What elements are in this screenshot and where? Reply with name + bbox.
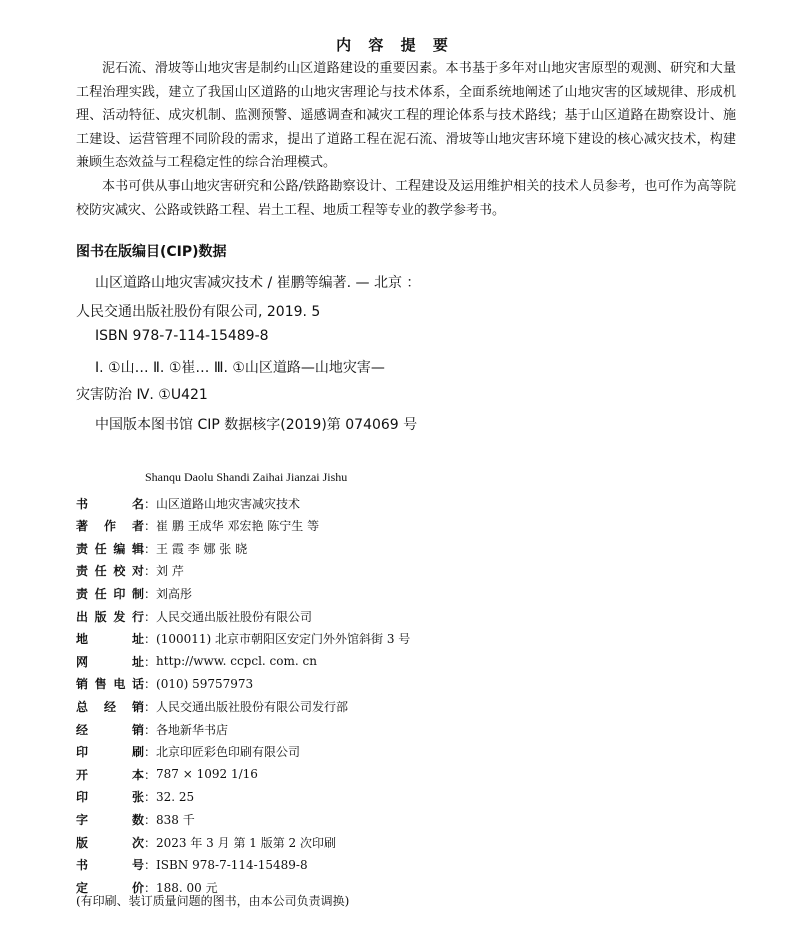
detail-value: 山区道路山地灾害减灾技术 [156,496,301,511]
detail-colon: ： [144,699,157,714]
detail-value: 32. 25 [156,789,195,804]
cip-line-3: ISBN 978-7-114-15489-8 [95,328,269,344]
detail-row [76,560,184,582]
detail-value: http://www. ccpcl. com. cn [156,654,317,669]
quality-note: (有印刷、装订质量问题的图书，由本公司负责调换) [76,894,350,908]
detail-colon: ： [144,586,157,601]
detail-label: 地 址 [76,632,144,647]
detail-row [76,605,312,627]
detail-label: 开 本 [76,767,144,782]
detail-row [76,537,247,559]
detail-label: 责 任 编 辑 [76,541,144,556]
detail-row [76,492,300,514]
detail-colon: ： [144,745,157,760]
detail-colon: ： [144,767,157,782]
title-pinyin: Shanqu Daolu Shandi Zaihai Jianzai Jishu [145,470,348,484]
detail-row [76,718,228,740]
detail-row [76,854,308,876]
detail-label: 字 数 [76,812,144,827]
detail-colon: ： [144,790,157,805]
detail-label: 书 号 [76,858,144,873]
detail-value: 188. 00 元 [156,880,218,895]
detail-label: 书 名 [76,496,144,511]
cip-line-6: 中国版本图书馆 CIP 数据核字(2019)第 074069 号 [95,417,418,433]
detail-label: 印 刷 [76,745,144,760]
detail-colon: ： [144,880,157,895]
detail-value: 人民交通出版社股份有限公司发行部 [156,699,349,714]
detail-colon: ： [144,541,157,556]
detail-value: ISBN 978-7-114-15489-8 [156,857,308,872]
detail-colon: ： [144,609,157,624]
detail-row [76,786,194,808]
cip-line-4: Ⅰ. ①山… Ⅱ. ①崔… Ⅲ. ①山区道路—山地灾害— [95,360,385,376]
summary-paragraph-1: 泥石流、滑坡等山地灾害是制约山区道路建设的重要因素。本书基于多年对山地灾害原型的观测、研究和大量工程治理实践，建立了我国山区道路的山地灾害理论与技术体系，全面系统地阐述了山地灾害的区域规律、形成机理、活动特征、成灾机制、监测预警、遥感调查和减灾工程的理论体系与技术路线；基于山区道路在勘察设计、施工建设、运营管理不同阶段的需求，提出了道路工程在泥石流、滑坡等山地灾害环境下建设的核心减灾技术，构建兼顾生态效益与工程稳定性的综合治理模式。 [76,61,736,171]
detail-value: 838 千 [156,812,195,827]
detail-label: 销 售 电 话 [76,677,144,692]
detail-colon: ： [144,564,157,579]
detail-colon: ： [144,722,157,737]
detail-label: 著 作 者 [76,519,144,534]
cip-line-1: 山区道路山地灾害减灾技术 / 崔鹏等编著. — 北京 ： [95,275,421,291]
detail-colon: ： [144,654,157,669]
detail-label: 经 销 [76,722,144,737]
detail-value: 2023 年 3 月 第 1 版第 2 次印刷 [156,835,336,850]
detail-value: 王 霞 李 娜 张 晓 [156,541,248,556]
detail-label: 责 任 印 制 [76,586,144,601]
detail-row [76,808,195,830]
detail-row [76,831,336,853]
detail-label: 出 版 发 行 [76,609,144,624]
detail-label: 责 任 校 对 [76,564,144,579]
detail-row [76,515,319,537]
detail-colon: ： [144,519,157,534]
summary-title: 内 容 提 要 [336,36,454,54]
detail-value: 人民交通出版社股份有限公司 [156,609,313,624]
cip-line-5: 灾害防治 Ⅳ. ①U421 [76,387,208,403]
detail-row [76,763,258,785]
detail-row [76,628,410,650]
detail-label: 印 张 [76,790,144,805]
summary-paragraph-2: 本书可供从事山地灾害研究和公路/铁路勘察设计、工程建设及运用维护相关的技术人员参考，也可作为高等院校防灾减灾、公路或铁路工程、岩土工程、地质工程等专业的教学参考书。 [76,179,736,218]
detail-row [76,695,348,717]
cip-line-2: 人民交通出版社股份有限公司, 2019. 5 [76,304,321,320]
detail-row [76,673,253,695]
detail-colon: ： [144,812,157,827]
detail-label: 网 址 [76,654,144,669]
detail-value: (100011) 北京市朝阳区安定门外外馆斜街 3 号 [156,632,411,647]
detail-row [76,650,317,672]
cip-heading: 图书在版编目(CIP)数据 [76,244,227,260]
detail-value: 刘 芹 [156,564,184,579]
detail-value: 崔 鹏 王成华 邓宏艳 陈宁生 等 [156,519,320,534]
detail-colon: ： [144,835,157,850]
detail-row [76,582,192,604]
detail-colon: ： [144,677,157,692]
detail-value: 各地新华书店 [156,722,229,737]
detail-label: 总 经 销 [76,699,144,714]
detail-label: 定 价 [76,880,144,895]
detail-value: 787 × 1092 1/16 [156,767,258,782]
detail-label: 版 次 [76,835,144,850]
detail-value: 刘高彤 [156,586,193,601]
detail-row [76,741,300,763]
detail-value: (010) 59757973 [156,676,254,691]
detail-value: 北京印匠彩色印刷有限公司 [156,745,301,760]
detail-colon: ： [144,858,157,873]
detail-colon: ： [144,632,157,647]
detail-colon: ： [144,496,157,511]
